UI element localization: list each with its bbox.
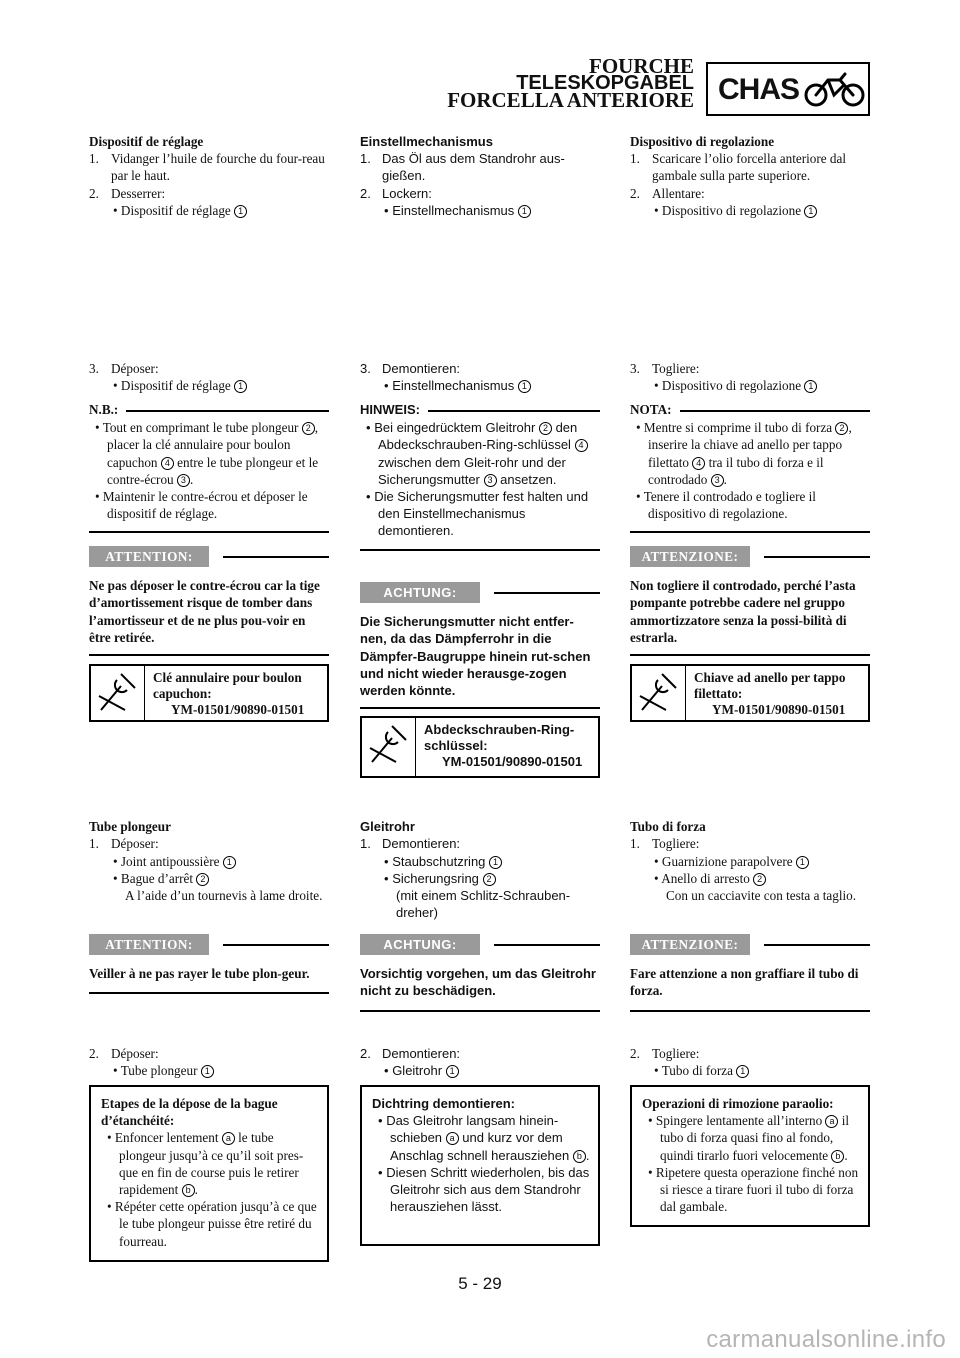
step-2-bullet: • Einstellmechanismus 1 — [360, 202, 600, 219]
caution-2: ACHTUNG: Vorsichtig vorgehen, um das Gleitrohr nicht zu beschädigen. — [360, 934, 600, 1012]
caution-2: ATTENZIONE: Fare attenzione a non graffiare il tubo di forza. — [630, 934, 870, 1012]
bullet-b-text: A l’aide d’un tournevis à lame droite. — [125, 888, 323, 903]
chassis-badge — [706, 62, 870, 116]
caution-2: ATTENTION: Veiller à ne pas rayer le tube plon-geur. — [89, 934, 329, 994]
tool-name: Chiave ad anello per tappo filettato: YM-01501/90890-01501 — [694, 670, 846, 717]
tool-name: Abdeckschrauben-Ring-schlüssel: YM-01501/90890-01501 — [424, 722, 583, 769]
wrench-icon — [362, 718, 416, 776]
section-title: Einstellmechanismus — [360, 134, 493, 149]
section-title: Dispositivo di regolazione — [630, 134, 775, 149]
step-3: 3. Demontieren: — [360, 361, 461, 376]
step-3-bullet: • Dispositif de réglage 1 — [89, 377, 329, 394]
step-3-bullet: • Einstellmechanismus 1 — [360, 377, 600, 394]
note-block: HINWEIS: • Bei eingedrücktem Gleitrohr 2 den Abdeckschrauben-Ring-schlüssel 4 zwischen dem Gleit-rohr und der Sicherungsmutter 3 ansetzen. • Die Sicherungsmutter fest halten und den Einstellmechanismus demontieren. — [360, 401, 600, 551]
step-2-2: 2. Déposer: — [89, 1046, 159, 1061]
procedure-box: Dichtring demontieren: • Das Gleitrohr langsam hinein-schieben a und kurz vor dem Anschlag schnell herausziehen b . • Diesen Schritt wiederholen, bis das Gleitrohr sich aus dem Standrohr herausziehen lässt. — [360, 1085, 600, 1246]
note-block: NOTA: • Mentre si comprime il tubo di forza 2 , inserire la chiave ad anello per tappo filettato 4 tra il tubo di forza e il controdado 3 . • Tenere il controdado e togliere il dispositivo di regolazione. — [630, 401, 870, 533]
step-2-1: 1. Déposer: — [89, 836, 159, 851]
chassis-badge-label: CHAS — [718, 73, 800, 106]
section-title: Dispositif de réglage — [89, 134, 204, 149]
step-2: 2. Desserrer: — [89, 186, 166, 201]
section-title-2: Tube plongeur — [89, 819, 171, 834]
section-title-2: Gleitrohr — [360, 819, 415, 834]
step-2-bullet: • Dispositif de réglage 1 — [89, 202, 329, 219]
step-2: 2. Lockern: — [360, 186, 432, 201]
procedure-box: Operazioni di rimozione paraolio: • Spingere lentamente all’interno a il tubo di forza quasi fino al fondo, quindi tirarlo fuori velocemente b . • Ripetere questa operazione finché non si riesce a tirare fuori il tubo di forza dal gambale. — [630, 1085, 870, 1227]
wrench-icon — [91, 666, 145, 720]
step-3: 3. Déposer: — [89, 361, 159, 376]
bullet-c: • Tubo di forza 1 — [630, 1062, 870, 1079]
bullet-b-text: Con un cacciavite con testa a taglio. — [666, 888, 857, 903]
bullet-a: • Joint antipoussière 1 — [89, 853, 329, 870]
special-tool-box — [630, 664, 870, 722]
caution-label: ACHTUNG: — [360, 582, 480, 603]
caution-label: ACHTUNG: — [360, 934, 480, 955]
procedure-box: Etapes de la dépose de la bague d’étanchéité: • Enfoncer lentement a le tube plongeur jusqu’à ce qu’il soit pres-que en fin de course puis le retirer rapidement b . • Répéter cette opération jusqu’à ce que le tube plongeur puisse être retiré du fourreau. — [89, 1085, 329, 1262]
step-1: 1. Das Öl aus dem Standrohr aus-gießen. — [360, 151, 565, 184]
caution-label: ATTENTION: — [89, 546, 209, 567]
step-3: 3. Togliere: — [630, 361, 700, 376]
caution-1: ATTENZIONE: Non togliere il controdado, perché l’asta pompante potrebbe cadere nel gruppo ammortizzatore senza la possi-bilità di estrarla. — [630, 546, 870, 656]
step-2-2: 2. Togliere: — [630, 1046, 700, 1061]
caution-label: ATTENZIONE: — [630, 546, 750, 567]
wrench-icon — [632, 666, 686, 720]
watermark: carmanualsonline.info — [706, 1326, 946, 1353]
bullet-b: • Sicherungsring 2 — [360, 870, 600, 887]
step-2-bullet: • Dispositivo di regolazione 1 — [630, 202, 870, 219]
note-block: N.B.: • Tout en comprimant le tube plongeur 2 , placer la clé annulaire pour boulon capuchon 4 entre le tube plongeur et le contre-écrou 3 . • Maintenir le contre-écrou et déposer le dispositif de réglage. — [89, 401, 329, 533]
bullet-b: • Anello di arresto 2 — [630, 870, 870, 887]
caution-1: ACHTUNG: Die Sicherungsmutter nicht entfer-nen, da das Dämpferrohr in die Dämpfer-Baugruppe hinein rut-schen und nicht wieder herausge-zogen werden könnte. — [360, 582, 600, 709]
caution-label: ATTENTION: — [89, 934, 209, 955]
motorcycle-icon — [804, 68, 866, 110]
header-title-fr: FOURCHE — [589, 54, 694, 78]
step-2: 2. Allentare: — [630, 186, 705, 201]
step-2-1: 1. Demontieren: — [360, 836, 461, 851]
page-number: 5 - 29 — [458, 1274, 502, 1293]
bullet-a: • Guarnizione parapolvere 1 — [630, 853, 870, 870]
bullet-c: • Tube plongeur 1 — [89, 1062, 329, 1079]
step-1: 1. Scaricare l’olio forcella anteriore dal gambale sulla parte superiore. — [630, 151, 847, 184]
step-3-bullet: • Dispositivo di regolazione 1 — [630, 377, 870, 394]
tool-name: Clé annulaire pour boulon capuchon: YM-01501/90890-01501 — [153, 670, 305, 717]
bullet-b: • Bague d’arrêt 2 — [89, 870, 329, 887]
special-tool-box — [360, 716, 600, 778]
bullet-a: • Staubschutzring 1 — [360, 853, 600, 870]
bullet-c: • Gleitrohr 1 — [360, 1062, 600, 1079]
caution-1: ATTENTION: Ne pas déposer le contre-écrou car la tige d’amortissement risque de tomber dans l’amortisseur et de ne plus pou-voir en être retirée. — [89, 546, 329, 656]
bullet-b-text: (mit einem Schlitz-Schrauben-dreher) — [396, 888, 571, 921]
step-1: 1. Vidanger l’huile de fourche du four-reau par le haut. — [89, 151, 325, 184]
section-title-2: Tubo di forza — [630, 819, 706, 834]
header-title-de: TELESKOPGABEL — [516, 72, 694, 94]
caution-label: ATTENZIONE: — [630, 934, 750, 955]
special-tool-box — [89, 664, 329, 722]
header-title-it: FORCELLA ANTERIORE — [447, 88, 694, 112]
step-2-2: 2. Demontieren: — [360, 1046, 461, 1061]
step-2-1: 1. Togliere: — [630, 836, 700, 851]
